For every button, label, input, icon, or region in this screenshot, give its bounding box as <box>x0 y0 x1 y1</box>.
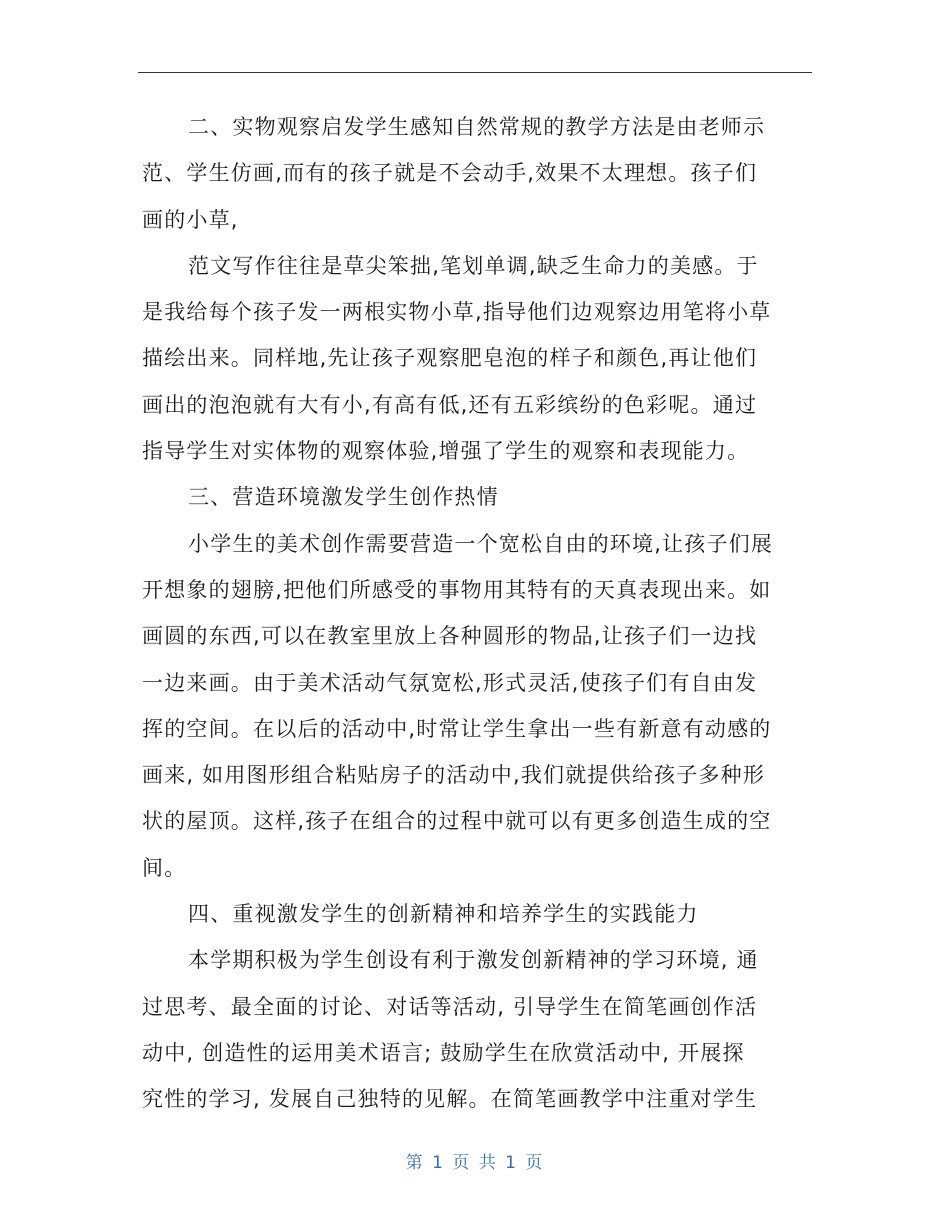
document-body <box>142 104 810 1123</box>
paragraph-line: 间。 <box>142 855 187 880</box>
paragraph-line: 一边来画。由于美术活动气氛宽松,形式灵活,使孩子们有自由发 <box>142 670 758 695</box>
paragraph-line: 本学期积极为学生创设有利于激发创新精神的学习环境, 通 <box>188 948 759 973</box>
paragraph-line: 小学生的美术创作需要营造一个宽松自由的环境,让孩子们展 <box>188 531 774 556</box>
paragraph-line: 动中, 创造性的运用美术语言; 鼓励学生在欣赏活动中, 开展探 <box>142 1040 745 1065</box>
paragraph-line: 画出的泡泡就有大有小,有高有低,还有五彩缤纷的色彩呢。通过 <box>142 392 758 417</box>
paragraph-line: 描绘出来。同样地,先让孩子观察肥皂泡的样子和颜色,再让他们 <box>142 346 758 371</box>
paragraph-line: 状的屋顶。这样,孩子在组合的过程中就可以有更多创造生成的空 <box>142 809 772 834</box>
paragraph-line: 画圆的东西,可以在教室里放上各种圆形的物品,让孩子们一边找 <box>142 624 758 649</box>
page-number-footer: 第 1 页 共 1 页 <box>405 1153 545 1173</box>
paragraph-line: 过思考、最全面的讨论、对话等活动, 引导学生在简笔画创作活 <box>142 994 758 1019</box>
paragraph-line: 是我给每个孩子发一两根实物小草,指导他们边观察边用笔将小草 <box>142 300 772 325</box>
section-heading: 四、重视激发学生的创新精神和培养学生的实践能力 <box>188 902 699 927</box>
paragraph-line: 范、学生仿画,而有的孩子就是不会动手,效果不太理想。孩子们 <box>142 161 758 186</box>
paragraph-line: 画的小草, <box>142 207 239 232</box>
paragraph-line: 开想象的翅膀,把他们所感受的事物用其特有的天真表现出来。如 <box>142 577 772 602</box>
header-rule <box>138 72 812 73</box>
section-heading: 三、营造环境激发学生创作热情 <box>188 485 499 510</box>
paragraph-line: 范文写作往往是草尖笨拙,笔划单调,缺乏生命力的美感。于 <box>188 253 759 278</box>
paragraph-line: 二、实物观察启发学生感知自然常规的教学方法是由老师示 <box>188 115 766 139</box>
paragraph-line: 画来, 如用图形组合粘贴房子的活动中,我们就提供给孩子多种形 <box>142 763 766 788</box>
paragraph-line: 指导学生对实体物的观察体验,增强了学生的观察和表现能力。 <box>142 439 750 464</box>
paragraph-line: 究性的学习, 发展自己独特的见解。在简笔画教学中注重对学生 <box>142 1087 758 1112</box>
paragraph-line: 挥的空间。在以后的活动中,时常让学生拿出一些有新意有动感的 <box>142 716 772 741</box>
